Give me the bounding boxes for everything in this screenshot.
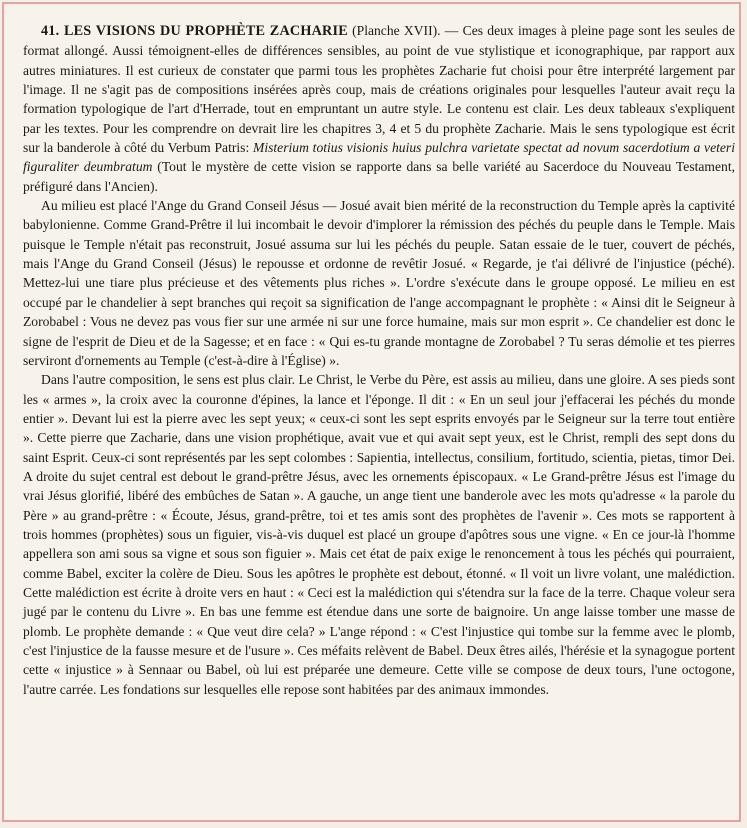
paragraph-intro bbox=[23, 21, 735, 196]
section-heading: 41. LES VISIONS DU PROPHÈTE ZACHARIE bbox=[41, 23, 348, 39]
intro-text: Ces deux images à pleine page sont les seules de format allongé. Aussi témoignent-elles de différences sensibles, au point de vue stylistique et iconographique, par rapport aux autres miniatures. Il est curieux de constater que parmi tous les prophètes Zacharie fut choisi pour être interprété largement par l'image. Il ne s'agit pas de compositions insérées après coup, mais de créations originales pour lesquelles l'auteur avait reçu la formation typologique de l'art d'Herrade, tout en empruntant un autre style. Le contenu est clair. Les deux tableaux s'expliquent par les textes. Pour les comprendre on devrait lire les chapitres 3, 4 et 5 du prophète Zacharie. Mais le sens typologique est écrit sur la banderole à côté du Verbum Patris: bbox=[23, 23, 735, 156]
scanned-page bbox=[2, 2, 741, 822]
paragraph-composition: Dans l'autre composition, le sens est plus clair. Le Christ, le Verbe du Père, est assis au milieu, dans une gloire. A ses pieds sont les « armes », la croix avec la couronne d'épines, la lance et l'éponge. Il dit : « En un seul jour j'effacerai les péchés du monde entier ». Devant lui est la pierre avec les sept yeux; « ceux-ci sont les sept esprits envoyés par le Seigneur sur la terre tout entière ». Cette pierre que Zacharie, dans une vision prophétique, avait vue et qui avait sept yeux, est le Christ, rempli des sept dons du saint Esprit. Ceux-ci sont représentés par les sept colombes : Sapientia, intellectus, consilium, fortitudo, scientia, pietas, timor Dei. A droite du sujet central est debout le grand-prêtre Jésus, avec les ornements épiscopaux. « Le Grand-prêtre Jésus est l'image du vrai Jésus glorifié, libéré des embûches de Satan ». A gauche, un ange tient une banderole avec les mots qu'adresse « la parole du Père » au grand-prêtre : « Écoute, Jésus, grand-prêtre, toi et tes amis sont des prophètes de l'avenir ». Ces mots se rapportent à trois hommes (prophètes) sous un figuier, vis-à-vis duquel est placé un groupe d'apôtres sous une vigne. « En ce jour-là l'homme appellera son ami sous sa vigne et sous son figuier ». Mais cet état de paix exige le renoncement à tous les péchés qui pourraient, comme Babel, exciter la colère de Dieu. Sous les apôtres le prophète est debout, étonné. « Il voit un livre volant, une malédiction. Cette malédiction est écrite à droite vers en haut : « Ceci est la malédiction qui s'étendra sur la face de la terre. Chaque voleur sera jugé par le contenu du Livre ». En bas une femme est étendue dans une sorte de baignoire. Un ange laisse tomber une masse de plomb. Le prophète demande : « Que veut dire cela? » L'ange répond : « C'est l'injustice qui tombe sur la femme avec le plomb, c'est l'injustice de la fausse mesure et de l'usure ». Ces méfaits relèvent de Babel. Deux êtres ailés, l'hérésie et la synagogue portent cette « injustice » à Sennaar ou Babel, où lui est préparée une demeure. Cette ville se compose de deux tours, l'une octogone, l'autre carrée. Les fondations sur lesquelles elle repose sont habitées par des animaux immondes. bbox=[23, 372, 735, 697]
text-body bbox=[23, 21, 735, 699]
plate-reference: (Planche XVII). — bbox=[347, 23, 463, 38]
intro-text-end: (Tout le mystère de cette vision se rapporte dans sa belle variété au Sacerdoce du Nouveau Testament, préfiguré dans l'Ancien). bbox=[23, 159, 735, 194]
latin-quote: Misterium totius visionis huius pulchra varietate spectat ad novum sacerdotium a veteri figuraliter deumbratum bbox=[23, 140, 735, 175]
paragraph-angel: Au milieu est placé l'Ange du Grand Conseil Jésus — Josué avait bien mérité de la reconstruction du Temple après la captivité babylonienne. Comme Grand-Prêtre il lui incombait le devoir d'implorer la rémission des péchés du peuple dans le Temple. Mais puisque le Temple n'était pas reconstruit, Josué assuma sur lui les péchés du peuple. Satan essaie de le tuer, couvert de péchés, mais l'Ange du Grand Conseil (Jésus) le repousse et ordonne de revêtir Josué. « Regarde, je t'ai délivré de l'injustice (péché). Mettez-lui une tiare plus précieuse et des vêtements plus riches ». L'ordre s'exécute dans le groupe opposé. Le milieu en est occupé par le chandelier à sept branches qui reçoit sa signification de l'ange accompagnant le prophète : « Ainsi dit le Seigneur à Zorobabel : Vous ne devez pas vous fier sur une armée ni sur une force humaine, mais sur mon esprit ». Ce chandelier est donc le signe de l'esprit de Dieu et de la Sagesse; et en face : « Qui es-tu grande montagne de Zorobabel ? Tu seras démolie et tes pierres serviront d'ornements au Temple (c'est-à-dire à l'Église) ». bbox=[23, 198, 735, 368]
